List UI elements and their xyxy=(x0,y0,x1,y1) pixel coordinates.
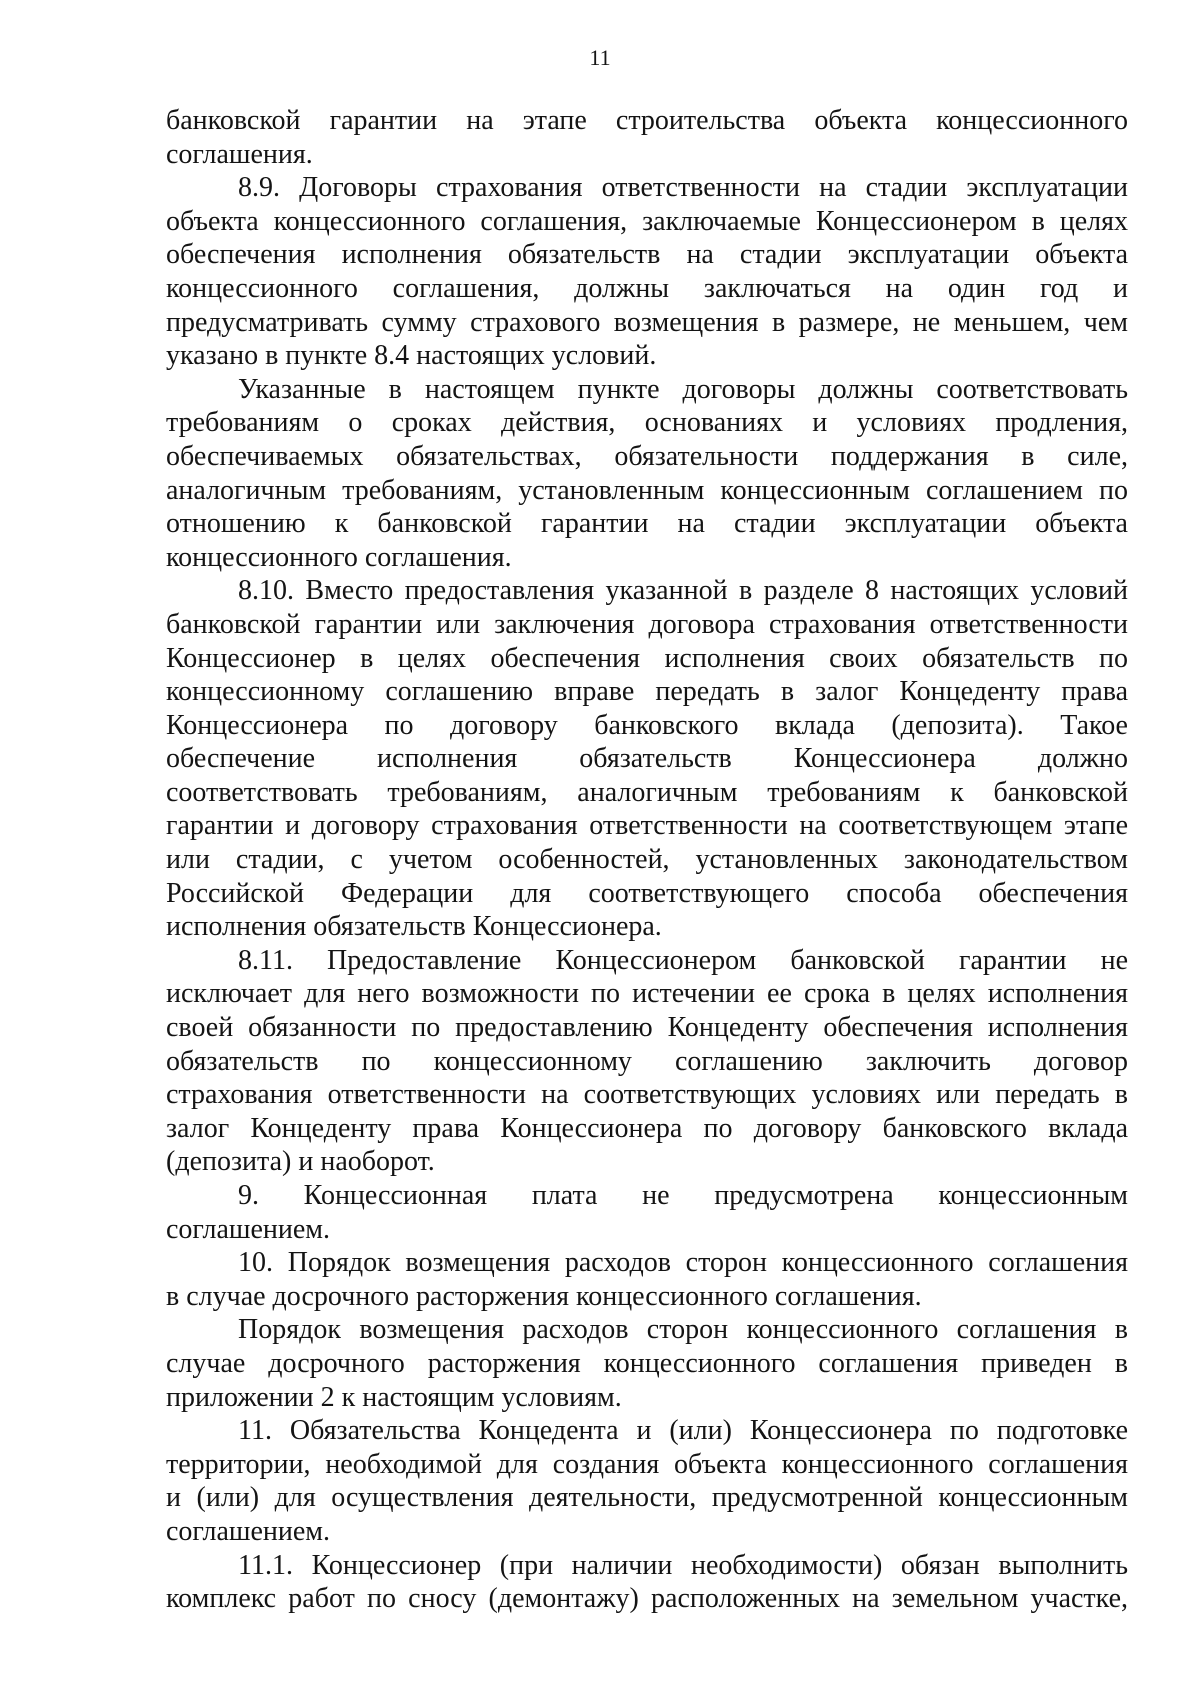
text-line: 9. Концессионная плата не предусмотрена концессионным xyxy=(238,1180,1128,1211)
paragraph xyxy=(166,944,1128,1179)
text-line: концессионному соглашению вправе передать в залог Концеденту права xyxy=(166,676,1128,708)
text-line: соглашением. xyxy=(166,1515,330,1547)
paragraph xyxy=(166,1313,1128,1414)
paragraph xyxy=(166,373,1128,575)
text-line: обязательств по концессионному соглашению заключить договор xyxy=(166,1045,1128,1077)
text-line: (депозита) и наоборот. xyxy=(166,1146,435,1178)
text-line: гарантии и договору страхования ответственности на соответствующем этапе xyxy=(166,810,1128,842)
text-line: исполнения обязательств Концессионера. xyxy=(166,911,662,943)
text-line: Указанные в настоящем пункте договоры должны соответствовать xyxy=(238,373,1128,405)
text-line: предусматривать сумму страхового возмещения в размере, не меньшем, чем xyxy=(166,306,1128,338)
text-line: 8.11. Предоставление Концессионером банковской гарантии не xyxy=(238,944,1128,976)
text-line: Порядок возмещения расходов сторон концессионного соглашения в xyxy=(238,1314,1128,1346)
text-line: приложении 2 к настоящим условиям. xyxy=(166,1381,622,1413)
text-line: соответствовать требованиям, аналогичным требованиям к банковской xyxy=(166,776,1128,808)
text-line: территории, необходимой для создания объекта концессионного соглашения xyxy=(166,1448,1128,1480)
text-line: случае досрочного расторжения концессионного соглашения приведен в xyxy=(166,1347,1128,1379)
text-line: или стадии, с учетом особенностей, установленных законодательством xyxy=(166,844,1128,876)
text-line: страхования ответственности на соответствующих условиях или передать в xyxy=(166,1079,1128,1111)
text-line: указано в пункте 8.4 настоящих условий. xyxy=(166,340,657,372)
text-line: комплекс работ по сносу (демонтажу) расположенных на земельном участке, xyxy=(166,1583,1128,1615)
text-line: Концессионер в целях обеспечения исполнения своих обязательств по xyxy=(166,642,1128,674)
paragraph xyxy=(166,1179,1128,1246)
text-line: Российской Федерации для соответствующего способа обеспечения xyxy=(166,877,1128,909)
text-line: объекта концессионного соглашения, заключаемые Концессионером в целях xyxy=(166,205,1128,237)
text-line: залог Концеденту права Концессионера по договору банковского вклада xyxy=(166,1112,1128,1144)
text-line: требованиям о сроках действия, основаниях и условиях продления, xyxy=(166,407,1128,439)
text-line: в случае досрочного расторжения концессионного соглашения. xyxy=(166,1280,922,1312)
paragraph xyxy=(166,1414,1128,1548)
paragraph xyxy=(166,574,1128,944)
text-line: банковской гарантии или заключения договора страхования ответственности xyxy=(166,608,1128,640)
page-number: 11 xyxy=(589,45,611,70)
text-line: соглашения. xyxy=(166,138,313,170)
paragraph xyxy=(166,171,1128,373)
text-line: исключает для него возможности по истечении ее срока в целях исполнения xyxy=(166,978,1128,1010)
text-line: 10. Порядок возмещения расходов сторон концессионного соглашения xyxy=(238,1247,1128,1279)
text-line: банковской гарантии на этапе строительства объекта концессионного xyxy=(166,105,1128,136)
text-line: 8.10. Вместо предоставления указанной в разделе 8 настоящих условий xyxy=(238,575,1128,607)
paragraph xyxy=(166,1246,1128,1313)
text-line: обеспечение исполнения обязательств Концессионера должно xyxy=(166,743,1128,775)
text-line: обеспечиваемых обязательствах, обязательности поддержания в силе, xyxy=(166,440,1128,472)
document-body xyxy=(166,104,1128,1616)
text-line: 11.1. Концессионер (при наличии необходимости) обязан выполнить xyxy=(238,1549,1128,1581)
text-line: аналогичным требованиям, установленным концессионным соглашением по xyxy=(166,474,1128,506)
text-line: 8.9. Договоры страхования ответственности на стадии эксплуатации xyxy=(238,172,1128,204)
text-line: Концессионера по договору банковского вклада (депозита). Такое xyxy=(166,709,1128,741)
paragraph xyxy=(166,104,1128,171)
text-line: и (или) для осуществления деятельности, предусмотренной концессионным xyxy=(166,1482,1128,1514)
paragraph xyxy=(166,1549,1128,1616)
text-line: 11. Обязательства Концедента и (или) Концессионера по подготовке xyxy=(238,1415,1128,1447)
text-line: соглашением. xyxy=(166,1213,330,1245)
text-line: концессионного соглашения. xyxy=(166,541,512,573)
text-line: своей обязанности по предоставлению Концеденту обеспечения исполнения xyxy=(166,1012,1128,1044)
text-line: концессионного соглашения, должны заключаться на один год и xyxy=(166,272,1128,304)
text-line: отношению к банковской гарантии на стадии эксплуатации объекта xyxy=(166,508,1128,540)
text-line: обеспечения исполнения обязательств на стадии эксплуатации объекта xyxy=(166,239,1128,271)
